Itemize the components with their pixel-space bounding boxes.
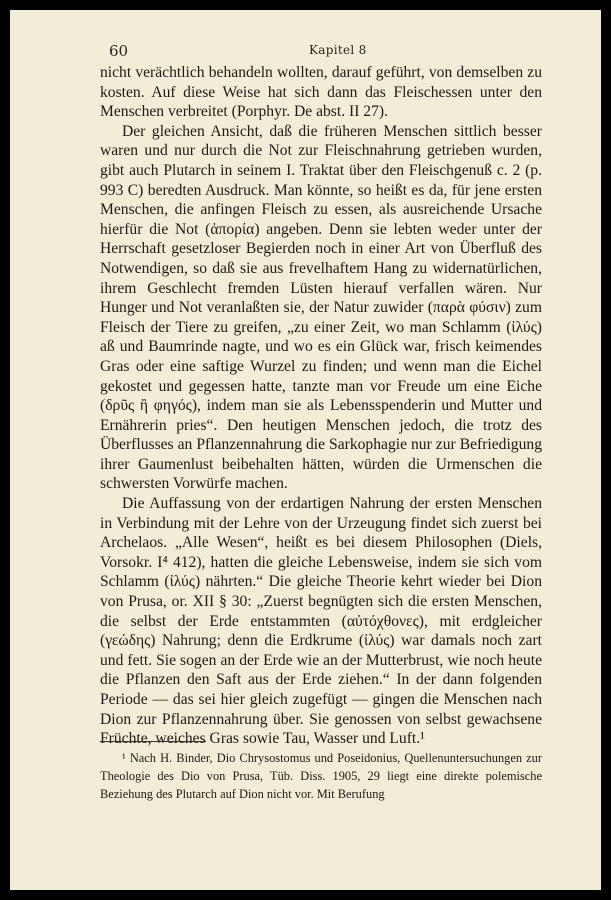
paragraph: Der gleichen Ansicht, daß die früheren Menschen sittlich besser waren und nur durch die Not zur Fleischnahrung getrieben wurden, gibt auch Plutarch in seinem I. Traktat über den Fleischgenuß c. 2 (p. 993 C) beredten Ausdruck. Man könnte, so heißt es da, für jene ersten Menschen, die anfingen Fleisch zu essen, als ausreichende Ursache hierfür die Not (ἀπορία) angeben. Denn sie lebten weder unter der Herrschaft gesetzloser Begierden noch in einer Art von Überfluß des Notwendigen, so daß sie aus frevelhaftem Hang zu widernatürlichen, ihrem Geschlecht fremden Lüsten hierauf verfallen wären. Nur Hunger und Not veranlaßten sie, der Natur zuwider (παρὰ φύσιν) zum Fleisch der Tiere zu greifen, „zu einer Zeit, wo man Schlamm (ἰλύς) aß und Baumrinde nagte, und wo es ein Glück war, frisch keimendes Gras oder eine saftige Wurzel zu finden; und wenn man die Eichel gekostet und gegessen hatte, tanzte man vor Freude um eine Eiche (δρῦς ἢ φηγός), indem man sie als Lebensspenderin und Mutter und Ernährerin pries“. Den heutigen Menschen jedoch, die trotz des Überflusses an Pflanzennahrung die Sarkophagie nur zur Befriedigung ihrer Gaumenlust beibehalten hätten, würden die Urmenschen die schwersten Vorwürfe machen. — [100, 122, 542, 493]
paragraph: nicht verächtlich behandeln wollten, darauf geführt, von demselben zu kosten. Auf diese Weise hat sich dann das Fleischessen unter den Menschen verbreitet (Porphyr. De abst. II 27). — [100, 64, 542, 121]
page-number: 60 — [109, 42, 129, 60]
chapter-title: Kapitel 8 — [309, 43, 367, 57]
running-header — [109, 42, 549, 64]
paragraph: Die Auffassung von der erdartigen Nahrung der ersten Menschen in Verbindung mit der Lehre von der Urzeugung findet sich zuerst bei Archelaos. „Alle Wesen“, heißt es bei diesem Philosophen (Diels, Vorsokr. I⁴ 412), hatten die gleiche Lebensweise, indem sie sich vom Schlamm (ἰλύς) nährten.“ Die gleiche Theorie kehrt wieder bei Dion von Prusa, or. XII § 30: „Zuerst begnügten sich die ersten Menschen, die selbst der Erde entstammten (αὐτόχθονες), mit erdgleicher (γεώδης) Nahrung; denn die Erdkrume (ἰλύς) war damals noch zart und fett. Sie sogen an der Erde wie an der Mutterbrust, wie noch heute die Pflanzen den Saft aus der Erde ziehen.“ In der dann folgenden Periode — das sei hier gleich zugefügt — gingen die Menschen nach Dion zur Pflanzennahrung über. Sie genossen von selbst gewachsene Früchte, weiches Gras sowie Tau, Wasser und Luft.¹ — [100, 495, 542, 748]
main-text — [100, 63, 542, 749]
footnote-divider — [100, 741, 206, 742]
footnote: ¹ Nach H. Binder, Dio Chrysostomus und Poseidonius, Quellenuntersuchungen zur Theologie des Dio von Prusa, Tüb. Diss. 1905, 29 liegt eine direkte polemische Beziehung des Plutarch auf Dion nicht vor. Mit Berufung — [100, 751, 542, 801]
